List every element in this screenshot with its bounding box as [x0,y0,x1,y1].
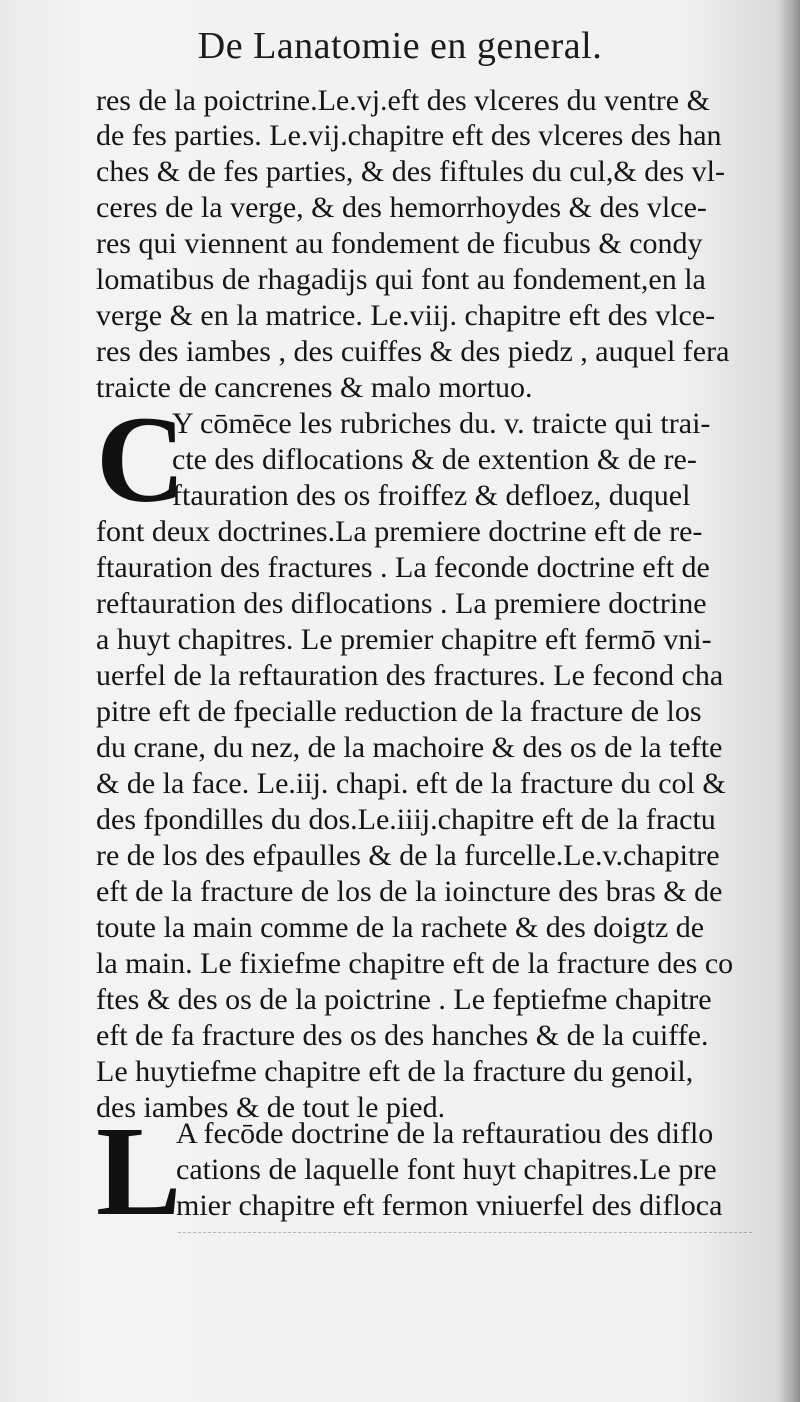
text-line: & de la face. Le.iij. chapi. eft de la fracture du col & [96,767,726,800]
text-line: de fes parties. Le.vij.chapitre eft des vlceres des han [96,119,722,152]
text-line: A fecōde doctrine de la reftauratiou des diflo [176,1117,714,1150]
bleed-through-marks [178,1226,752,1233]
text-line: res des iambes , des cuiffes & des piedz , auquel fera [96,335,730,368]
text-line: eft de fa fracture des os des hanches & de la cuiffe. [96,1019,709,1052]
text-line: pitre eft de fpecialle reduction de la fracture de los [96,695,702,728]
text-line: cations de laquelle font huyt chapitres.Le pre [176,1153,717,1186]
text-line: ftauration des fractures . La feconde doctrine eft de [96,551,710,584]
text-line: ftauration des os froiffez & defloez, duquel [172,479,691,512]
text-line: uerfel de la reftauration des fractures. Le fecond cha [96,659,724,692]
text-line: res de la poictrine.Le.vj.eft des vlceres du ventre & [96,84,710,117]
text-line: Y cōmēce les rubriches du. v. traicte qui trai- [172,407,711,440]
text-line: re de los des efpaulles & de la furcelle.Le.v.chapitre [96,839,720,872]
text-line: font deux doctrines.La premiere doctrine eft de re- [96,515,703,548]
text-line: ceres de la verge, & des hemorrhoydes & des vlce- [96,191,707,224]
text-line: reftauration des diflocations . La premiere doctrine [96,587,707,620]
text-line: lomatibus de rhagadijs qui font au fondement,en la [96,263,706,296]
text-line: ftes & des os de la poictrine . Le feptiefme chapitre [96,983,712,1016]
text-line: a huyt chapitres. Le premier chapitre eft fermō vni- [96,623,712,656]
text-line: res qui viennent au fondement de ficubus & condy [96,227,703,260]
text-line: des iambes & de tout le pied. [96,1091,446,1124]
text-line: ches & de fes parties, & des fiftules du cul,& des vl- [96,155,726,188]
drop-cap-c: C [96,391,186,528]
text-line: verge & en la matrice. Le.viij. chapitre eft des vlce- [96,299,716,332]
running-head: De Lanatomie en general. [197,25,603,67]
text-line: cte des diflocations & de extention & de re- [172,443,697,476]
text-line: la main. Le fixiefme chapitre eft de la fracture des co [96,947,734,980]
text-line: Le huytiefme chapitre eft de la fracture du genoil, [96,1055,694,1088]
text-line: toute la main comme de la rachete & des doigtz de [96,911,705,944]
page-edge-shadow [778,0,800,1402]
drop-cap-l: L [96,1100,182,1242]
text-line: du crane, du nez, de la machoire & des os de la tefte [96,731,723,764]
text-line: des fpondilles du dos.Le.iiij.chapitre eft de la fractu [96,803,716,836]
text-line: eft de la fracture de los de la ioincture des bras & de [96,875,723,908]
text-line: mier chapitre eft fermon vniuerfel des difloca [176,1189,723,1222]
text-line: traicte de cancrenes & malo mortuo. [96,371,533,404]
